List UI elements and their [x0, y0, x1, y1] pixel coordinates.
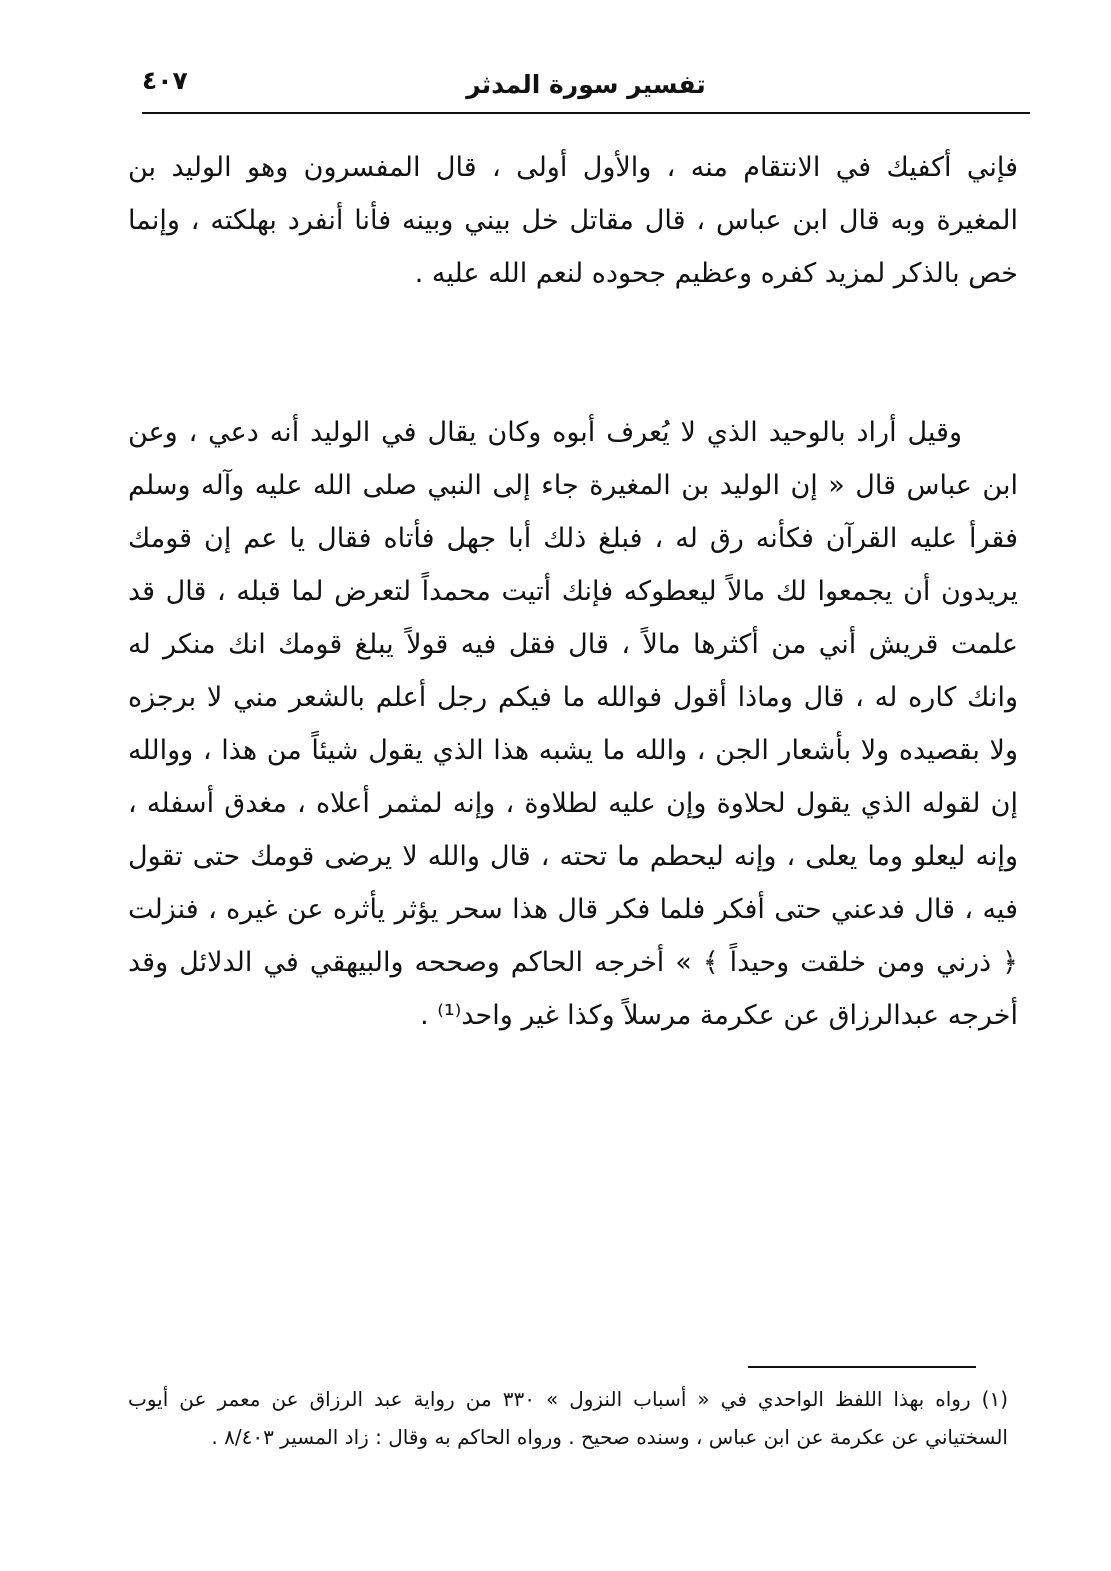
body-paragraph-2: وقيل أراد بالوحيد الذي لا يُعرف أبوه وكان يقال في الوليد أنه دعي ، وعن ابن عباس قال « إن الوليد بن المغيرة جاء إلى النبي صلى الله عليه وآله وسلم فقرأ عليه القرآن فكأنه رق له ، فبلغ ذلك أبا جهل فأتاه فقال يا عم إن قومك يريدون أن يجمعوا لك مالاً ليعطوكه فإنك أتيت محمداً لتعرض لما قبله ، قال قد علمت قريش أني من أكثرها مالاً ، قال فقل فيه قولاً يبلغ قومك انك منكر له وانك كاره له ، قال وماذا أقول فوالله ما فيكم رجل أعلم بالشعر مني لا برجزه ولا بقصيده ولا بأشعار الجن ، والله ما يشبه هذا الذي يقول شيئاً من هذا ، ووالله إن لقوله الذي يقول لحلاوة وإن عليه لطلاوة ، وإنه لمثمر أعلاه ، مغدق أسفله ، وإنه ليعلو وما يعلى ، وإنه ليحطم ما تحته ، قال والله لا يرضى قومك حتى تقول فيه ، قال فدعني حتى أفكر فلما فكر قال هذا سحر يؤثر يأثره عن غيره ، فنزلت ﴿ ذرني ومن خلقت وحيداً ﴾ » أخرجه الحاكم وصححه والبيهقي في الدلائل وقد أخرجه عبدالرزاق عن عكرمة مرسلاً وكذا غير واحد⁽¹⁾ . — [128, 417, 1018, 1031]
footnote-separator — [748, 1366, 976, 1368]
page-header — [142, 62, 1030, 112]
running-title: تفسير سورة المدثر — [466, 70, 706, 99]
header-rule — [142, 112, 1030, 114]
footnote-1: (١) رواه بهذا اللفظ الواحدي في « أسباب النزول » ٣٣٠ من رواية عبد الرزاق عن معمر عن أيوب السختياني عن عكرمة عن ابن عباس ، وسنده صحيح . ورواه الحاكم به وقال : زاد المسير ٨/٤٠٣ . — [128, 1387, 1008, 1449]
body-paragraph-1: فإني أكفيك في الانتقام منه ، والأول أولى ، قال المفسرون وهو الوليد بن المغيرة وبه قال ابن عباس ، قال مقاتل خل بيني وبينه فأنا أنفرد بهلكته ، وإنما خص بالذكر لمزيد كفره وعظيم جحوده لنعم الله عليه . — [128, 152, 1018, 289]
page-number: ٤٠٧ — [142, 66, 188, 95]
